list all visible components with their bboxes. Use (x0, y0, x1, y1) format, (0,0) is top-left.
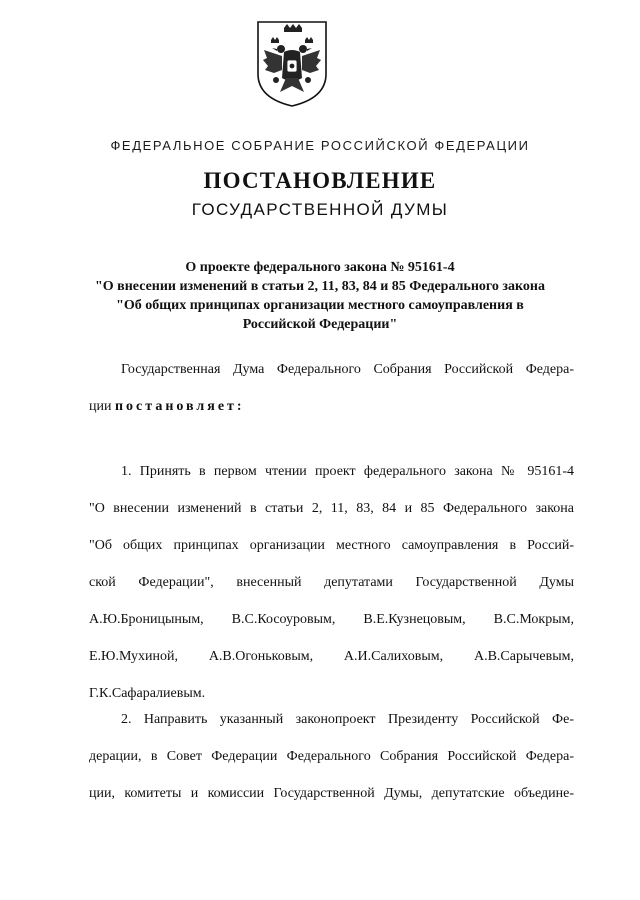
document-type-title: ПОСТАНОВЛЕНИЕ (203, 168, 437, 193)
subject-line: Российской Федерации" (242, 317, 398, 332)
coat-of-arms-icon (254, 18, 330, 108)
document-subject (60, 258, 580, 334)
item-2-line: ции, комитеты и комиссии Государственной Думы, депутатские объедине- (89, 786, 574, 801)
subject-line: "О внесении изменений в статьи 2, 11, 83, 84 и 85 Федерального закона (95, 279, 545, 294)
item-1-line: Г.К.Сафаралиевым. (89, 686, 206, 701)
preamble-line: Государственная Дума Федерального Собрания Российской Федера- (121, 362, 574, 377)
issuing-body-title: ГОСУДАРСТВЕННОЙ ДУМЫ (191, 200, 449, 219)
item-1-line: "Об общих принципах организации местного самоуправления в Россий- (89, 538, 574, 553)
item-1-line: А.Ю.Броницыным, В.С.Косоуровым, В.Е.Кузнецовым, В.С.Мокрым, (89, 612, 574, 627)
preamble-line (89, 395, 574, 418)
resolves-word: постановляет: (114, 399, 245, 414)
item-1-line: ской Федерации", внесенный депутатами Государственной Думы (89, 575, 574, 590)
item-1-paragraph (89, 460, 574, 705)
item-2-line: дерации, в Совет Федерации Федерального Собрания Российской Федера- (89, 749, 574, 764)
preamble (89, 358, 574, 418)
item-2-paragraph (89, 708, 574, 805)
item-1-line: Е.Ю.Мухиной, А.В.Огоньковым, А.И.Салиховым, А.В.Сарычевым, (89, 649, 574, 664)
item-1-line: "О внесении изменений в статьи 2, 11, 83, 84 и 85 Федерального закона (89, 501, 574, 516)
subject-line: О проекте федерального закона № 95161-4 (185, 260, 455, 275)
preamble-prefix: ции (89, 399, 112, 414)
item-2-line: 2. Направить указанный законопроект Президенту Российской Фе- (121, 712, 574, 727)
subject-line: "Об общих принципах организации местного самоуправления в (116, 298, 524, 313)
assembly-title: ФЕДЕРАЛЬНОЕ СОБРАНИЕ РОССИЙСКОЙ ФЕДЕРАЦИИ (110, 138, 530, 153)
item-1-line: 1. Принять в первом чтении проект федерального закона № 95161-4 (121, 464, 574, 479)
